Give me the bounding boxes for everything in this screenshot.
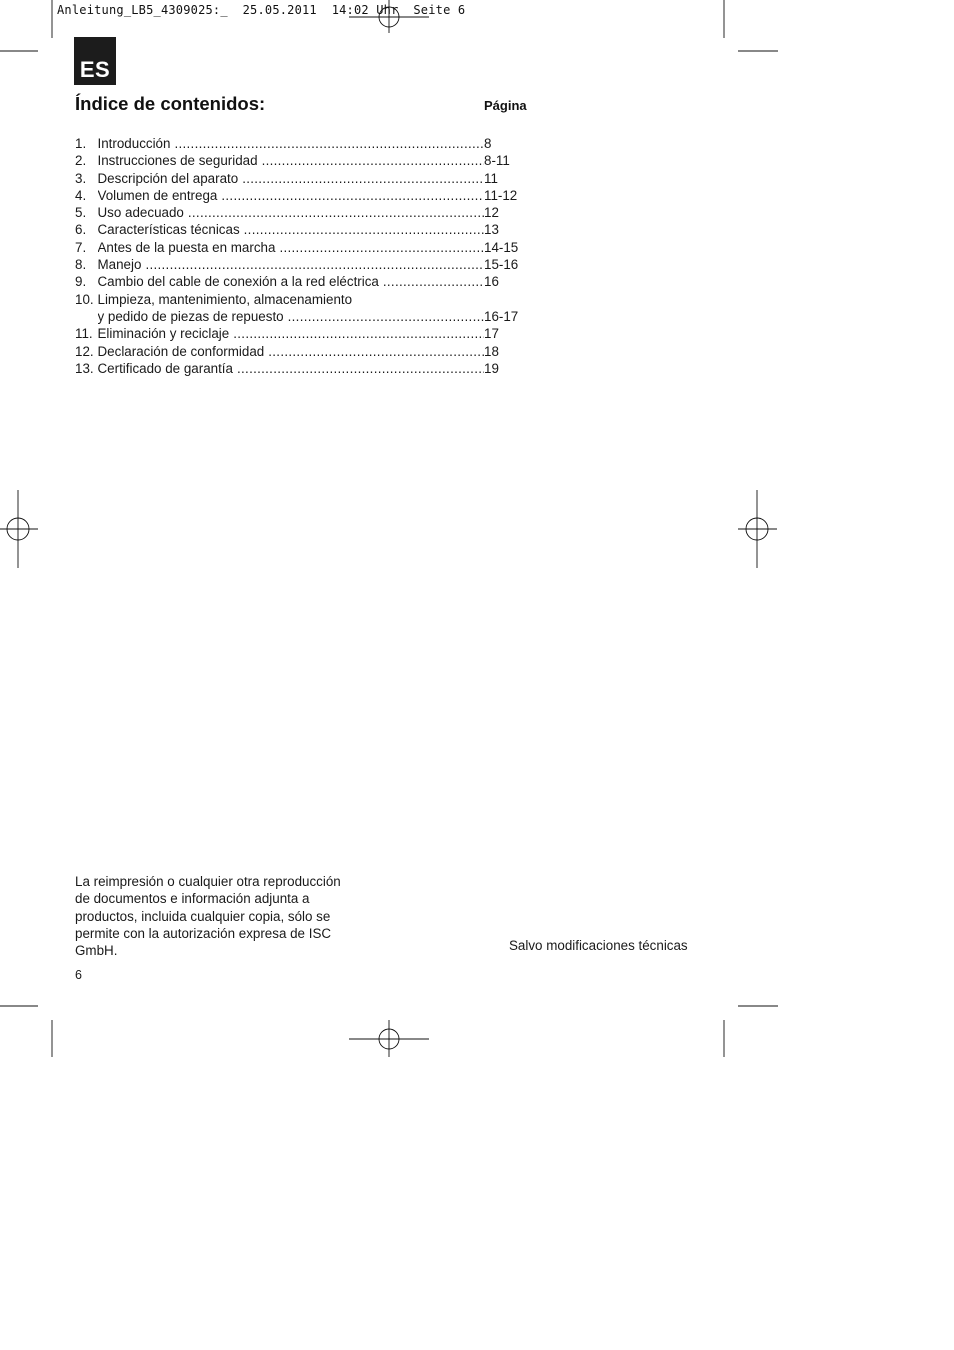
toc-number: 1. <box>75 136 87 151</box>
toc-entry <box>75 221 525 238</box>
toc-entry <box>75 273 525 290</box>
toc-number: 2. <box>75 153 87 169</box>
reprint-notice <box>75 873 375 959</box>
toc-number: 5. <box>75 205 87 221</box>
toc-label: Cambio del cable de conexión a la red eléctrica ..... <box>98 273 484 290</box>
table-of-contents <box>75 135 525 377</box>
toc-label: Limpieza, mantenimiento, almacenamiento <box>97 291 353 307</box>
toc-entry <box>75 187 525 204</box>
toc-page: 15-16 <box>484 257 519 273</box>
toc-entry <box>75 291 525 308</box>
toc-page: 18 <box>484 343 499 359</box>
toc-page: 11 <box>484 170 498 186</box>
print-slug: Anleitung_LB5_4309025:_ 25.05.2011 14:02 Uhr Seite 6 <box>57 3 466 17</box>
toc-page: 13 <box>484 222 499 238</box>
toc-entry <box>75 170 525 187</box>
language-badge: ES <box>74 37 116 85</box>
toc-label: Instrucciones de seguridad ..... <box>98 152 484 169</box>
toc-label: Antes de la puesta en marcha ..... <box>98 239 484 256</box>
page-number: 6 <box>75 968 82 982</box>
toc-page: 16 <box>484 274 499 290</box>
toc-number: 7. <box>75 239 87 255</box>
toc-number: 13. <box>75 360 94 376</box>
toc-page: 17 <box>484 326 499 342</box>
toc-label: Introducción ..... <box>98 135 484 152</box>
toc-label: Eliminación y reciclaje ..... <box>98 325 484 342</box>
toc-entry <box>75 204 525 221</box>
toc-number: 6. <box>75 222 87 238</box>
toc-label: Descripción del aparato ..... <box>98 170 484 187</box>
toc-label: Volumen de entrega ..... <box>98 187 484 204</box>
toc-number: 10. <box>75 291 94 307</box>
toc-number: 11. <box>75 326 93 342</box>
toc-entry-continuation <box>75 308 525 325</box>
toc-label: Declaración de conformidad ..... <box>98 343 484 360</box>
toc-number: 9. <box>75 274 87 290</box>
technical-changes-note: Salvo modificaciones técnicas <box>509 938 688 953</box>
page-column-header: Página <box>484 98 527 113</box>
toc-label: Certificado de garantía ..... <box>98 360 484 377</box>
toc-entry <box>75 325 525 342</box>
toc-page: 19 <box>484 360 499 376</box>
reprint-notice-line: de documentos e información adjunta a <box>75 891 310 907</box>
toc-number: 3. <box>75 170 87 186</box>
page-title: Índice de contenidos: <box>75 93 266 114</box>
toc-entry <box>75 343 525 360</box>
reprint-notice-line: La reimpresión o cualquier otra reproducción <box>75 874 341 889</box>
toc-page: 14-15 <box>484 239 519 255</box>
toc-page: 8-11 <box>484 153 510 169</box>
reprint-notice-line: GmbH. <box>75 943 118 959</box>
toc-page: 16-17 <box>484 308 519 324</box>
toc-entry <box>75 256 525 273</box>
toc-number: 4. <box>75 187 87 203</box>
toc-label: Uso adecuado ..... <box>98 204 484 221</box>
toc-number: 12. <box>75 343 94 359</box>
toc-label: Características técnicas ..... <box>98 221 484 238</box>
toc-number: 8. <box>75 257 87 273</box>
toc-page: 11-12 <box>484 187 518 203</box>
reprint-notice-line: productos, incluida cualquier copia, sólo se <box>75 908 331 924</box>
toc-entry <box>75 360 525 377</box>
toc-label: y pedido de piezas de repuesto ..... <box>98 308 484 325</box>
toc-entry <box>75 135 525 152</box>
toc-label: Manejo ..... <box>98 256 484 273</box>
reprint-notice-line: permite con la autorización expresa de ISC <box>75 925 332 941</box>
toc-page: 8 <box>484 136 492 151</box>
toc-page: 12 <box>484 205 499 221</box>
toc-entry <box>75 152 525 169</box>
toc-entry <box>75 239 525 256</box>
